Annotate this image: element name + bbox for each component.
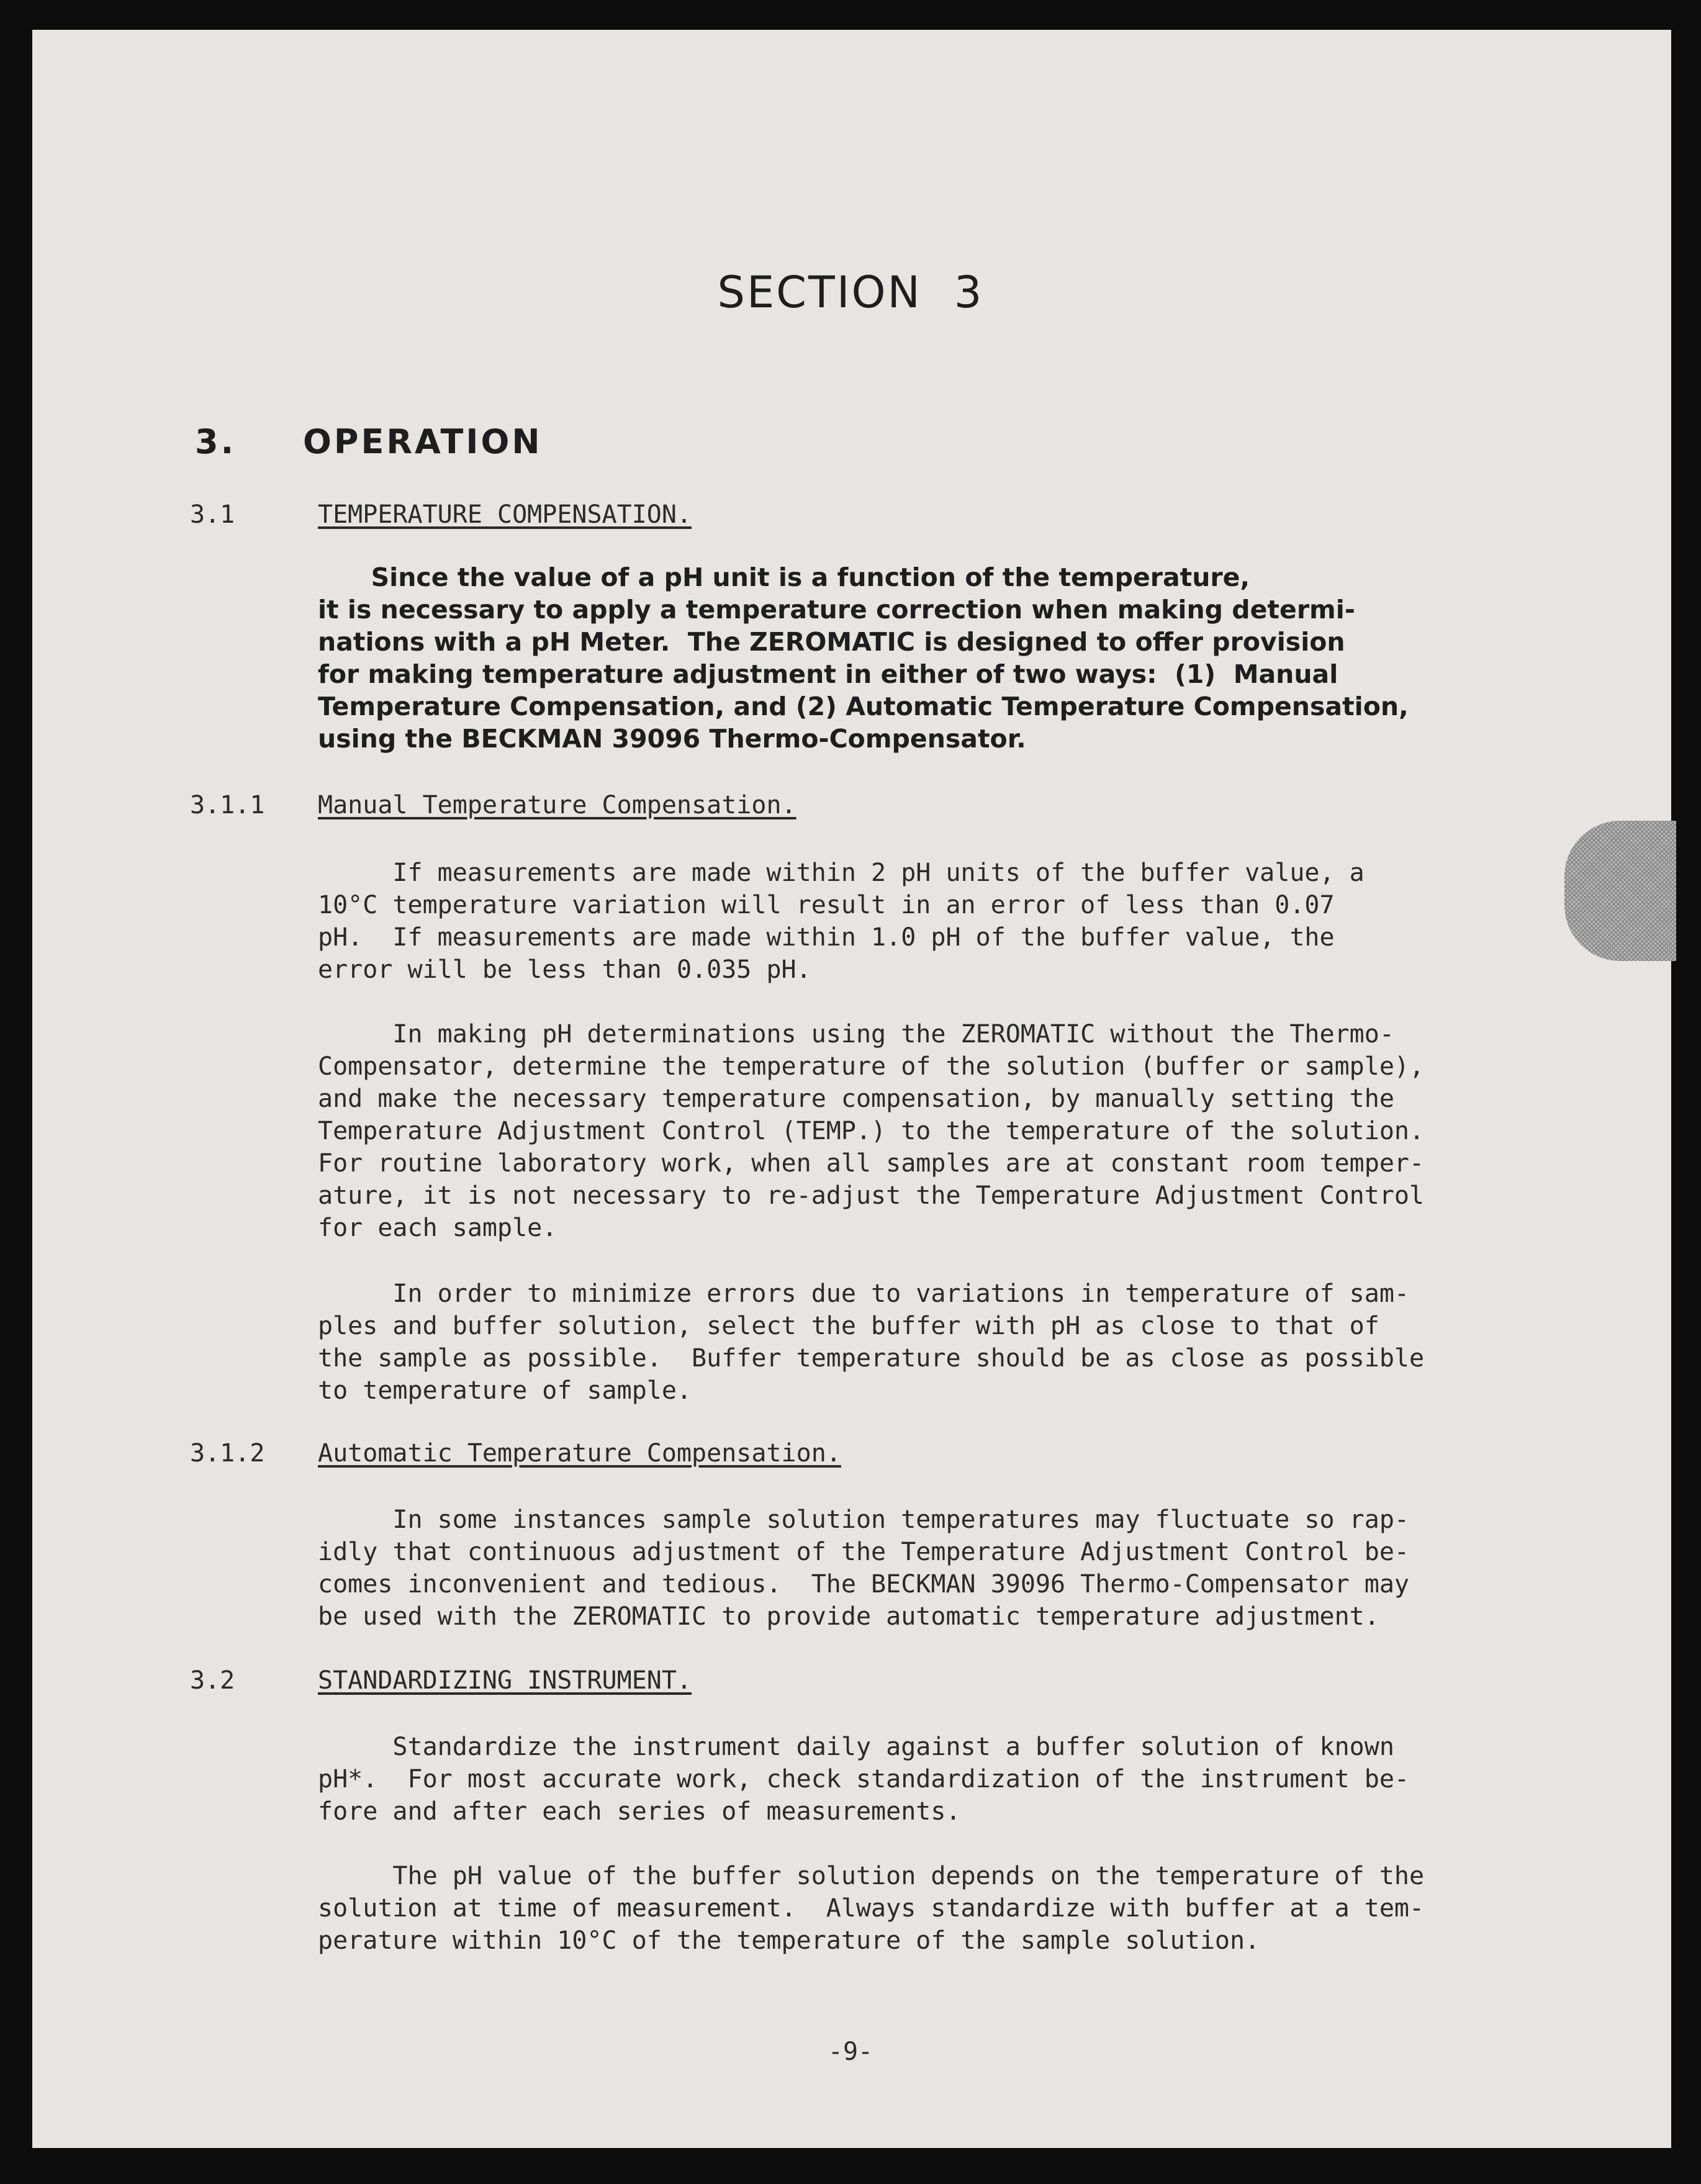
binder-hole <box>19 405 31 459</box>
subsection-title: Automatic Temperature Compensation. <box>318 1439 841 1468</box>
binder-hole <box>19 623 31 676</box>
subsection-title: TEMPERATURE COMPENSATION. <box>318 500 692 529</box>
subsection-number: 3.1 <box>190 500 235 529</box>
paragraph: The pH value of the buffer solution depends on the temperature of the solution at time of measurement. Always standardize with buffer at a tem- perature within 10°C of the temperature of the sample solution. <box>318 1862 1425 1955</box>
binder-hole <box>19 1166 31 1219</box>
binder-hole <box>19 731 31 785</box>
paragraph: In making pH determinations using the ZEROMATIC without the Thermo- Compensator, determine the temperature of the solution (buffer or sample), and make the necessary temperature compensation, by manually setting the Temperature Adjustment Control (TEMP.) to the temperature of the solution. For routine laboratory work, when all samples are at constant room temper- ature, it is not necessary to re-adjust the Temperature Adjustment Control for each sample. <box>318 1020 1425 1242</box>
paragraph: In some instances sample solution temperatures may fluctuate so rap- idly that continuous adjustment of the Temperature Adjustment Control be- comes inconvenient and tedious. The BECKMAN 39096 Thermo-Compensator may be used with the ZEROMATIC to provide automatic temperature adjustment. <box>318 1505 1409 1631</box>
paragraph: Since the value of a pH unit is a function of the temperature, it is necessary to apply a temperature correction when making determi- nations with a pH Meter. The ZEROMATIC is designed to offer provision for making temperature adjustment in either of two ways: (1) Manual Temperature Compensation, and (2) Automatic Temperature Compensation, using the BECKMAN 39096 Thermo-Compensator. <box>318 562 1409 754</box>
binder-hole <box>19 1818 31 1871</box>
binder-hole <box>19 1383 31 1437</box>
subsection-title: STANDARDIZING INSTRUMENT. <box>318 1666 692 1695</box>
binder-hole <box>19 1275 31 1328</box>
paragraph: Standardize the instrument daily against a buffer solution of known pH*. For most accurate work, check standardization of the instrument be- fore and after each series of measurements. <box>318 1733 1409 1826</box>
subsection-title: Manual Temperature Compensation. <box>318 791 796 819</box>
binder-hole <box>19 1492 31 1545</box>
heading-title: OPERATION <box>303 422 543 461</box>
binder-hole <box>19 1709 31 1762</box>
section-title <box>0 267 1701 318</box>
binder-hole <box>19 949 31 1002</box>
binder-hole <box>19 79 31 133</box>
binder-hole <box>19 1600 31 1654</box>
section-number: 3 <box>954 267 984 318</box>
binder-hole <box>19 514 31 567</box>
binder-hole <box>19 188 31 241</box>
subsection-number: 3.1.1 <box>190 791 265 819</box>
binder-hole <box>19 1057 31 1111</box>
binder-hole <box>19 1926 31 1980</box>
subsection-number: 3.1.2 <box>190 1439 265 1468</box>
paragraph: If measurements are made within 2 pH units of the buffer value, a 10°C temperature variation will result in an error of less than 0.07 pH. If measurements are made within 1.0 pH of the buffer value, the error will be less than 0.035 pH. <box>318 859 1365 984</box>
paragraph: In order to minimize errors due to variations in temperature of sam- ples and buffer solution, select the buffer with pH as close to that of the sample as possible. Buffer temperature should be as close as possible to temperature of sample. <box>318 1279 1425 1405</box>
section-word: SECTION <box>717 267 922 318</box>
page-number: -9- <box>828 2037 873 2066</box>
subsection-number: 3.2 <box>190 1666 235 1695</box>
heading-number: 3. <box>195 422 237 461</box>
section-index-tab[interactable] <box>1564 821 1676 961</box>
binder-hole <box>19 840 31 893</box>
